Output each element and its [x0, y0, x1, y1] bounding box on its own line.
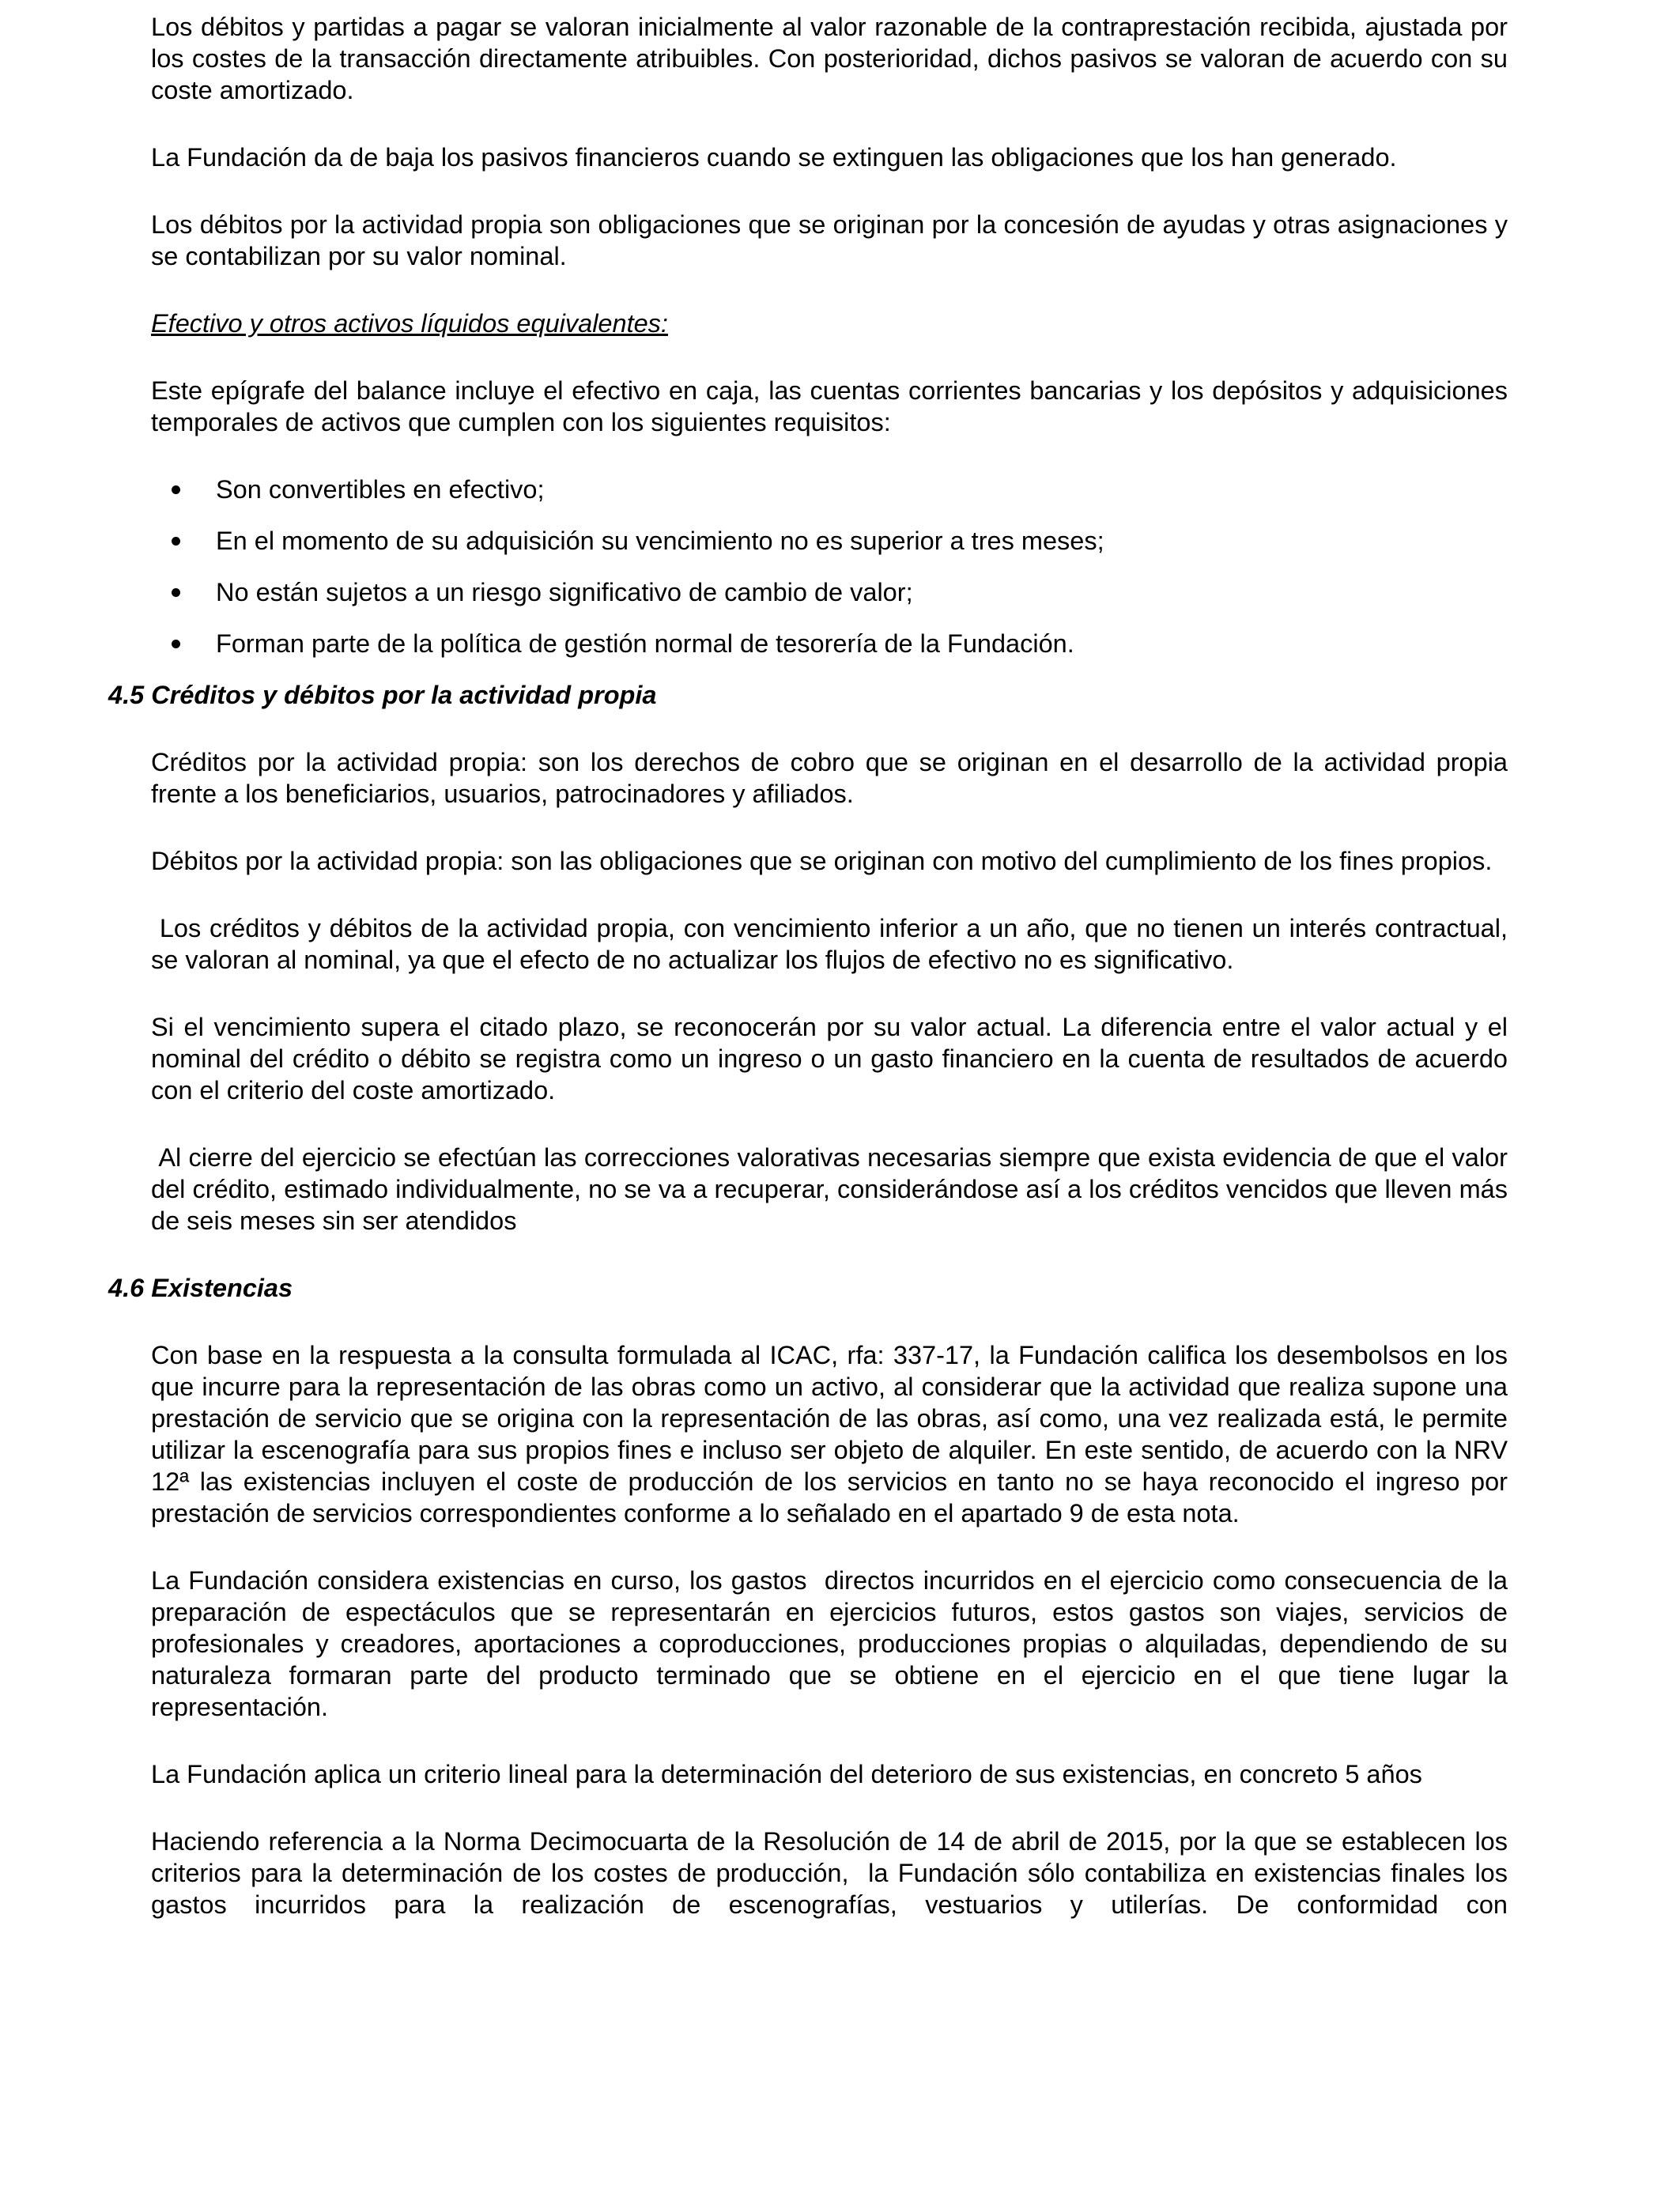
paragraph-criterio-lineal: La Fundación aplica un criterio lineal para la determinación del deterioro de sus existencias, en concreto 5 años — [151, 1760, 1422, 1788]
bullet-icon — [172, 640, 180, 648]
list-item-text: Forman parte de la política de gestión normal de tesorería de la Fundación. — [216, 629, 1074, 658]
paragraph-correcciones-valorativas: Al cierre del ejercicio se efectúan las correcciones valorativas necesarias siempre que exista evidencia de que el valor del crédito, estimado individualmente, no se va a recuperar, considerándose así a los créditos vencidos que lleven más de seis meses sin ser atendidos — [151, 1143, 1516, 1235]
paragraph-norma-decimocuarta: Haciendo referencia a la Norma Decimocuarta de la Resolución de 14 de abril de 2015, por la que se establecen los criterios para la determinación de los costes de producción, la Fundación sólo contabiliza en existencias finales los gastos incurridos para la realización de escenografías, vestuarios y utilerías. De conformidad con — [151, 1827, 1516, 1919]
list-item-text: Son convertibles en efectivo; — [216, 475, 545, 504]
paragraph-debitos-actividad-propia: Los débitos por la actividad propia son obligaciones que se originan por la concesión de ayudas y otras asignaciones y se contabilizan por su valor nominal. — [151, 210, 1508, 270]
bullet-icon — [172, 537, 180, 546]
requirements-list — [151, 474, 1508, 659]
paragraph-valoracion-nominal: Los créditos y débitos de la actividad propia, con vencimiento inferior a un año, que no tienen un interés contractual, se valoran al nominal, ya que el efecto de no actualizar los flujos de efectivo no es significativo. — [151, 914, 1516, 974]
paragraph-debitos-definicion: Débitos por la actividad propia: son las obligaciones que se originan con motivo del cumplimiento de los fines propios. — [151, 847, 1493, 875]
bullet-icon — [172, 588, 180, 597]
list-item — [151, 576, 1508, 608]
document-body — [108, 11, 1516, 1956]
list-item-text: No están sujetos a un riesgo significativo de cambio de valor; — [216, 578, 913, 606]
section-heading-4-5: 4.5 Créditos y débitos por la actividad propia — [108, 681, 657, 709]
paragraph-creditos-definicion: Créditos por la actividad propia: son los derechos de cobro que se originan en el desarrollo de la actividad propia frente a los beneficiarios, usuarios, patrocinadores y afiliados. — [151, 748, 1508, 808]
list-item — [151, 628, 1508, 659]
list-item — [151, 474, 1508, 505]
paragraph-debitos-valoracion: Los débitos y partidas a pagar se valoran inicialmente al valor razonable de la contraprestación recibida, ajustada por los costes de la transacción directamente atribuibles. Con posterioridad, dichos pasivos se valoran de acuerdo con su coste amortizado. — [151, 13, 1508, 104]
list-item — [151, 525, 1508, 557]
paragraph-consulta-icac: Con base en la respuesta a la consulta formulada al ICAC, rfa: 337-17, la Fundación califica los desembolsos en los que incurre para la representación de las obras como un activo, al considerar que la actividad que realiza supone una prestación de servicio que se origina con la representación de las obras, así como, una vez realizada está, le permite utilizar la escenografía para sus propios fines e incluso ser objeto de alquiler. En este sentido, de acuerdo con la NRV 12ª las existencias incluyen el coste de producción de los servicios en tanto no se haya reconocido el ingreso por prestación de servicios correspondientes conforme a lo señalado en el apartado 9 de esta nota. — [151, 1341, 1508, 1527]
paragraph-baja-pasivos: La Fundación da de baja los pasivos financieros cuando se extinguen las obligaciones que los han generado. — [151, 143, 1397, 172]
paragraph-valor-actual: Si el vencimiento supera el citado plazo, se reconocerán por su valor actual. La diferencia entre el valor actual y el nominal del crédito o débito se registra como un ingreso o un gasto financiero en la cuenta de resultados de acuerdo con el criterio del coste amortizado. — [151, 1013, 1508, 1105]
paragraph-efectivo-intro: Este epígrafe del balance incluye el efectivo en caja, las cuentas corrientes bancarias y los depósitos y adquisiciones temporales de activos que cumplen con los siguientes requisitos: — [151, 376, 1508, 436]
list-item-text: En el momento de su adquisición su vencimiento no es superior a tres meses; — [216, 527, 1104, 555]
paragraph-existencias-en-curso: La Fundación considera existencias en curso, los gastos directos incurridos en el ejercicio como consecuencia de la preparación de espectáculos que se representarán en ejercicios futuros, estos gastos son viajes, servicios de profesionales y creadores, aportaciones a coproducciones, producciones propias o alquiladas, dependiendo de su naturaleza formaran parte del producto terminado que se obtiene en el ejercicio en el que tiene lugar la representación. — [151, 1566, 1516, 1721]
subheading-efectivo: Efectivo y otros activos líquidos equivalentes: — [151, 309, 668, 338]
bullet-icon — [172, 485, 180, 494]
section-heading-4-6: 4.6 Existencias — [108, 1274, 293, 1302]
